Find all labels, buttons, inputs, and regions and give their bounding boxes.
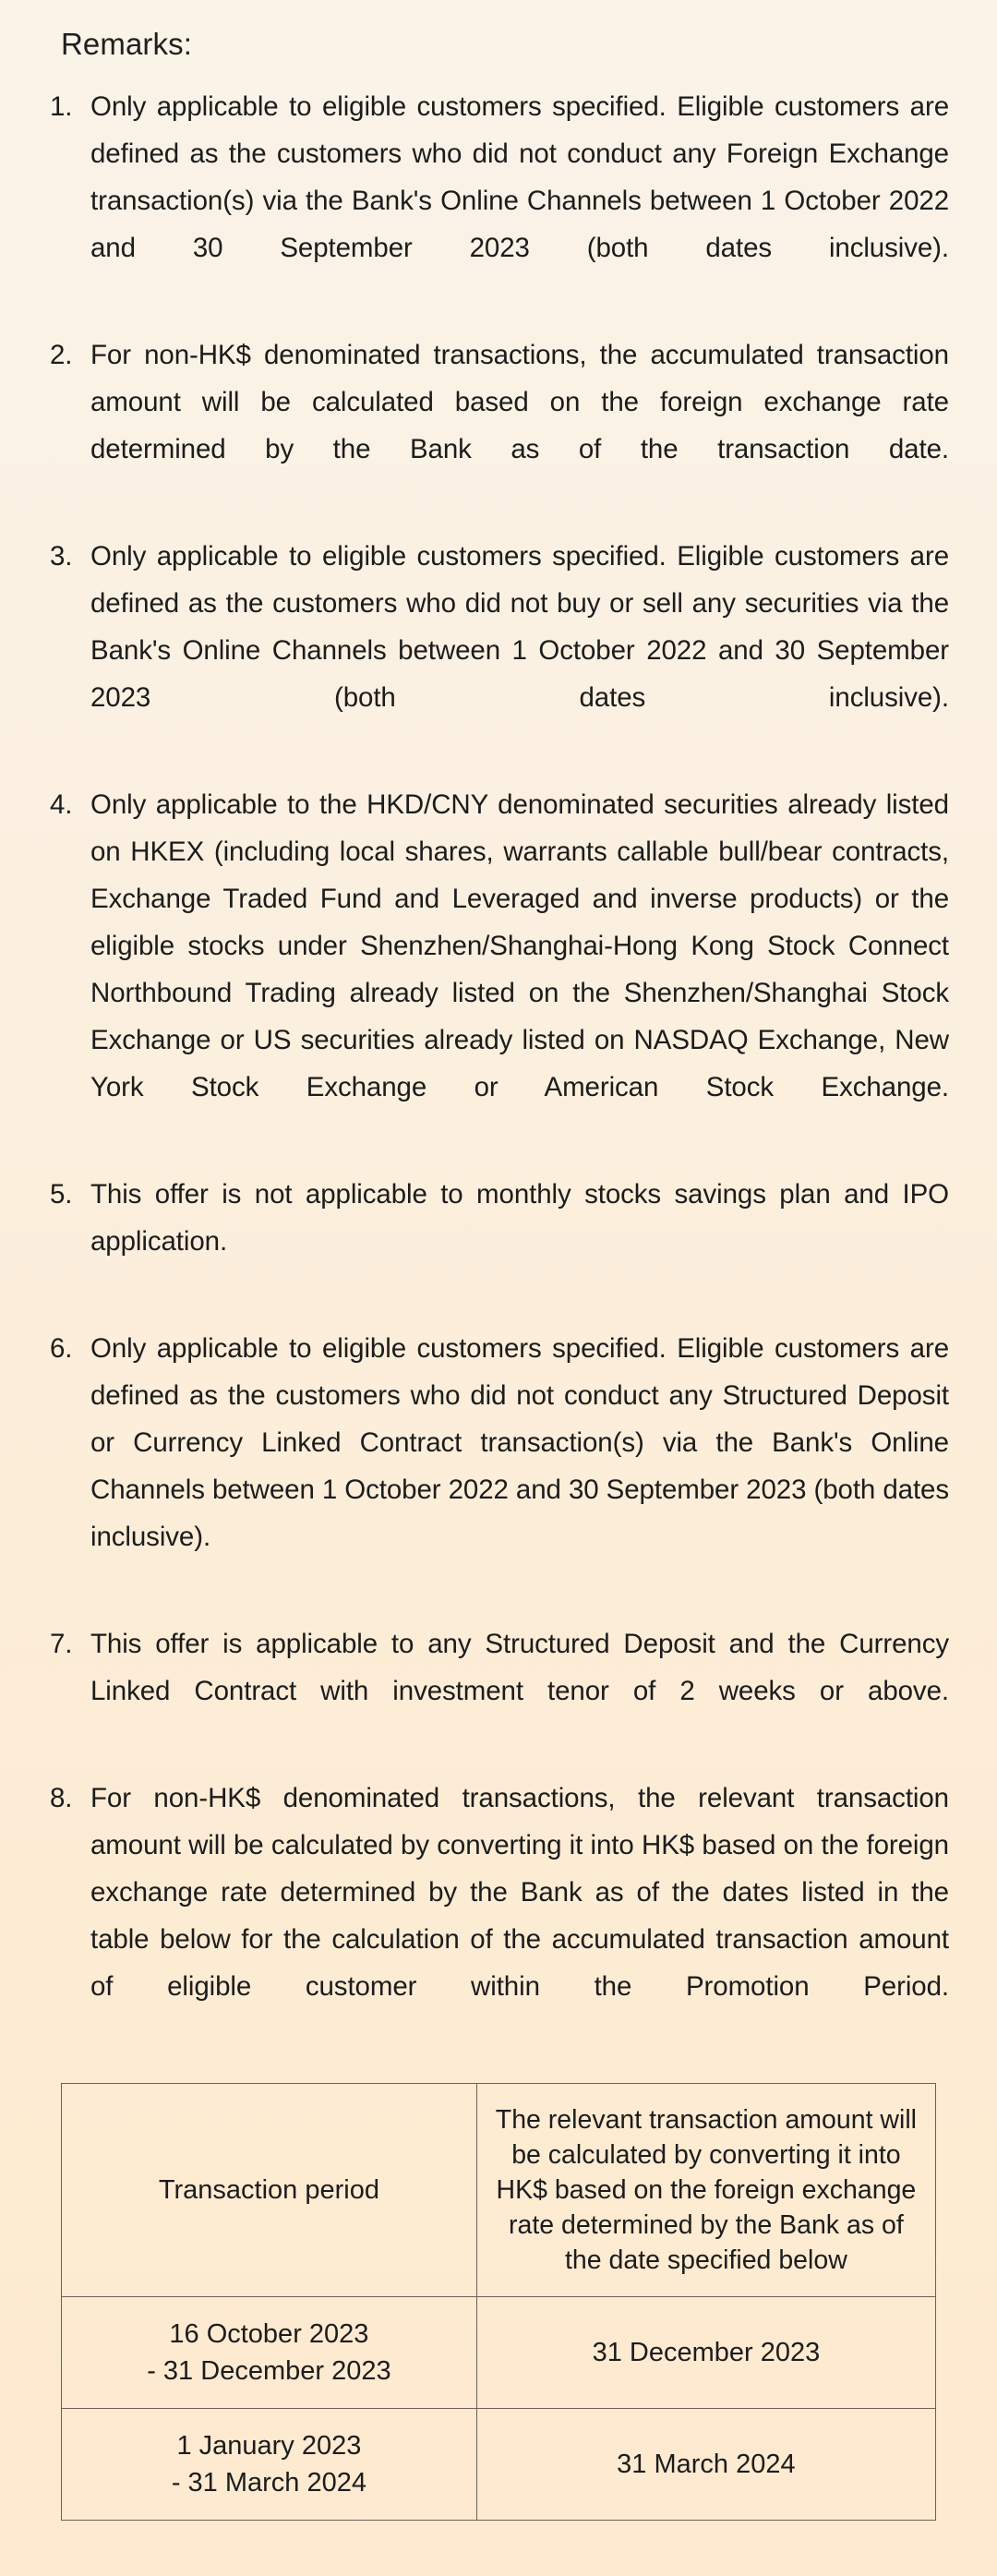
table-header-conversion-note: The relevant transaction amount will be calculated by converting it into HK$ based on the foreign exchange rate determined by the Bank as of the date specified below bbox=[476, 2083, 935, 2296]
page-title: Remarks: bbox=[61, 27, 192, 61]
table-cell-rate-date: 31 December 2023 bbox=[476, 2296, 935, 2408]
remarks-list bbox=[48, 83, 949, 2057]
remark-number: 7. bbox=[50, 1628, 73, 1659]
table-cell-rate-date: 31 March 2024 bbox=[476, 2408, 935, 2520]
table-cell-period bbox=[62, 2296, 477, 2408]
remark-item-6 bbox=[48, 1325, 949, 1607]
remark-item-4 bbox=[48, 781, 949, 1158]
remark-number: 8. bbox=[50, 1782, 73, 1813]
remark-item-2 bbox=[48, 331, 949, 520]
remark-number: 4. bbox=[50, 788, 73, 820]
table-row bbox=[62, 2408, 936, 2520]
remark-item-1 bbox=[48, 83, 949, 319]
remark-text: This offer is not applicable to monthly stocks savings plan and IPO application. bbox=[90, 1178, 949, 1257]
remark-item-7 bbox=[48, 1620, 949, 1762]
rate-table-wrapper bbox=[61, 2083, 936, 2521]
remark-text: Only applicable to eligible customers specified. Eligible customers are defined as the customers who did not conduct any Structured Deposit or Currency Linked Contract transaction(s) via the Bank's Online Channels between 1 October 2022 and 30 September 2023 (both dates inclusive). bbox=[90, 1332, 949, 1552]
period-line-1: 16 October 2023 bbox=[169, 2318, 369, 2349]
remark-text: Only applicable to the HKD/CNY denominated securities already listed on HKEX (including local shares, warrants callable bull/bear contracts, Exchange Traded Fund and Leveraged and inverse products) or the eligible stocks under Shenzhen/Shanghai-Hong Kong Stock Connect Northbound Trading already listed on the Shenzhen/Shanghai Stock Exchange or US securities already listed on NASDAQ Exchange, New York Stock Exchange or American Stock Exchange. bbox=[90, 788, 949, 1102]
remark-item-3 bbox=[48, 533, 949, 768]
table-header-transaction-period: Transaction period bbox=[62, 2083, 477, 2296]
transaction-rate-table bbox=[61, 2083, 936, 2521]
remark-number: 6. bbox=[50, 1332, 73, 1364]
table-cell-period bbox=[62, 2408, 477, 2520]
table-header-row bbox=[62, 2083, 936, 2296]
table-row bbox=[62, 2296, 936, 2408]
remark-number: 5. bbox=[50, 1178, 73, 1210]
remark-item-5 bbox=[48, 1171, 949, 1312]
remark-text: For non-HK$ denominated transactions, the relevant transaction amount will be calculated by converting it into HK$ based on the foreign exchange rate determined by the Bank as of the dates listed in the table below for the calculation of the accumulated transaction amount of eligible customer within the Promotion Period. bbox=[90, 1782, 949, 2002]
remark-item-8 bbox=[48, 1775, 949, 2057]
period-line-2: - 31 December 2023 bbox=[147, 2355, 391, 2386]
remark-number: 3. bbox=[50, 540, 73, 572]
remark-number: 2. bbox=[50, 339, 73, 370]
remark-text: For non-HK$ denominated transactions, the accumulated transaction amount will be calculated based on the foreign exchange rate determined by the Bank as of the transaction date. bbox=[90, 339, 949, 464]
remark-text: Only applicable to eligible customers specified. Eligible customers are defined as the customers who did not conduct any Foreign Exchange transaction(s) via the Bank's Online Channels between 1 October 2022 and 30 September 2023 (both dates inclusive). bbox=[90, 90, 949, 263]
period-line-1: 1 January 2023 bbox=[176, 2430, 362, 2461]
period-line-2: - 31 March 2024 bbox=[171, 2467, 366, 2498]
remark-text: Only applicable to eligible customers specified. Eligible customers are defined as the customers who did not buy or sell any securities via the Bank's Online Channels between 1 October 2022 and 30 September 2023 (both dates inclusive). bbox=[90, 540, 949, 713]
remark-text: This offer is applicable to any Structured Deposit and the Currency Linked Contract with investment tenor of 2 weeks or above. bbox=[90, 1628, 949, 1706]
remark-number: 1. bbox=[50, 90, 73, 122]
